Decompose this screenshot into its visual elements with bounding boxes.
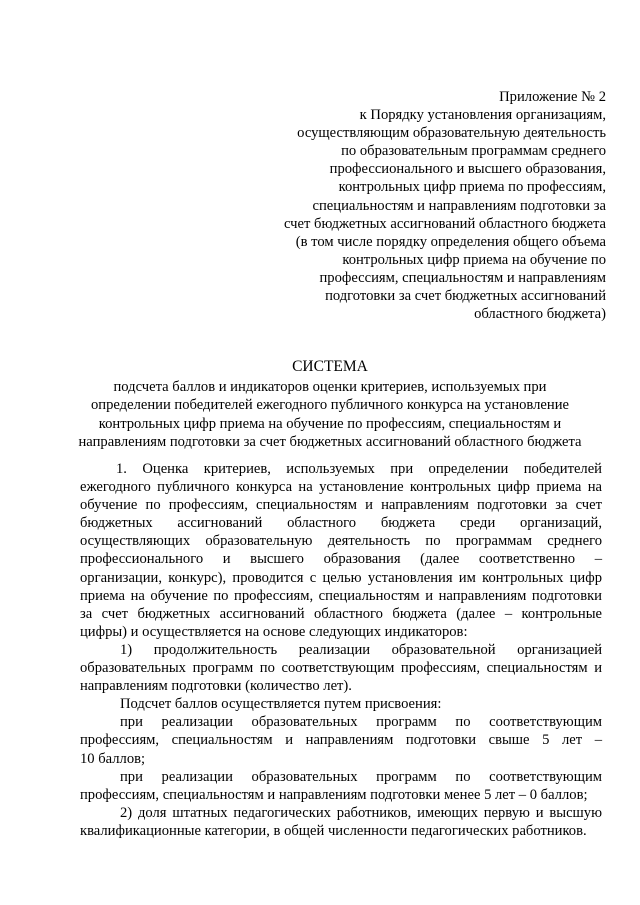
text-line: цифры) и осуществляется на основе следующих индикаторов: (80, 623, 468, 640)
appendix-line: подготовки за счет бюджетных ассигнований (325, 288, 606, 305)
text-line: при реализации образовательных программ по соответствующим (120, 714, 602, 731)
appendix-line: счет бюджетных ассигнований областного бюджета (284, 215, 606, 232)
text-line: бюджетных ассигнований областного бюджета среди организаций, (80, 515, 602, 532)
title-line: контрольных цифр приема на обучение по профессиям, специальностям и (98, 415, 562, 432)
text-line: профессионального и высшего образования (далее соответственно – (80, 551, 602, 568)
title-line: подсчета баллов и индикаторов оценки критериев, используемых при (113, 378, 547, 395)
paragraph-indicator-1 (80, 641, 602, 695)
paragraph-over-5-years (80, 713, 602, 767)
text-line: 10 баллов; (80, 750, 146, 767)
appendix-number: Приложение № 2 (499, 89, 606, 105)
text-line: ежегодного публичного конкурса на установление контрольных цифр приема на (80, 479, 602, 496)
text-line: 1. Оценка критериев, используемых при определении победителей (116, 461, 602, 477)
appendix-line: (в том числе порядку определения общего объема (295, 233, 606, 250)
text-line: обучение по профессиям, специальностям и направлениям подготовки за счет (80, 497, 602, 514)
title-line: направлениям подготовки за счет бюджетных ассигнований областного бюджета (78, 434, 582, 451)
appendix-line: контрольных цифр приема на обучение по (342, 251, 606, 268)
paragraph-under-5-years (80, 768, 602, 804)
text-line: направлениям подготовки (количество лет). (80, 678, 352, 695)
paragraph-indicator-2 (80, 804, 602, 840)
text-line: профессиям, специальностям и направлениям подготовки свыше 5 лет – (80, 732, 602, 749)
text-line: осуществляющих образовательную деятельность по программам среднего (80, 533, 602, 550)
text-line: при реализации образовательных программ по соответствующим (120, 768, 602, 785)
appendix-line: по образовательным программам среднего (341, 143, 606, 160)
appendix-header (226, 88, 606, 323)
text-line: 2) доля штатных педагогических работников, имеющих первую и высшую (120, 804, 602, 821)
paragraph-1 (80, 460, 602, 641)
text-line: организации, конкурс), проводится с целью установления им контрольных цифр (80, 569, 602, 586)
text-line: профессиям, специальностям и направлениям подготовки менее 5 лет – 0 баллов; (80, 786, 588, 803)
appendix-line: к Порядку установления организациям, (359, 107, 606, 124)
document-body (80, 460, 602, 840)
text-line: 1) продолжительность реализации образовательной организацией (120, 641, 602, 658)
text-line: приема на обучение по профессиям, специальностям и направлениям подготовки (80, 587, 602, 604)
text-line: Подсчет баллов осуществляется путем присвоения: (120, 696, 442, 713)
appendix-line: специальностям и направлениям подготовки за (312, 197, 606, 214)
document-title (60, 358, 600, 452)
appendix-line: осуществляющим образовательную деятельность (297, 125, 606, 142)
appendix-line: профессиям, специальностям и направлениям (319, 269, 606, 286)
appendix-line: профессионального и высшего образования, (329, 161, 606, 178)
text-line: образовательных программ по соответствующим профессиям, специальностям и (80, 660, 602, 677)
title-line: определении победителей ежегодного публичного конкурса на установление (90, 397, 569, 414)
paragraph-scoring (80, 695, 602, 713)
text-line: квалификационные категории, в общей численности педагогических работников. (80, 822, 587, 839)
title-heading: СИСТЕМА (292, 358, 368, 375)
appendix-line: контрольных цифр приема по профессиям, (338, 179, 606, 196)
appendix-line: областного бюджета) (474, 306, 606, 323)
text-line: за счет бюджетных ассигнований областного бюджета (далее – контрольные (80, 605, 602, 622)
